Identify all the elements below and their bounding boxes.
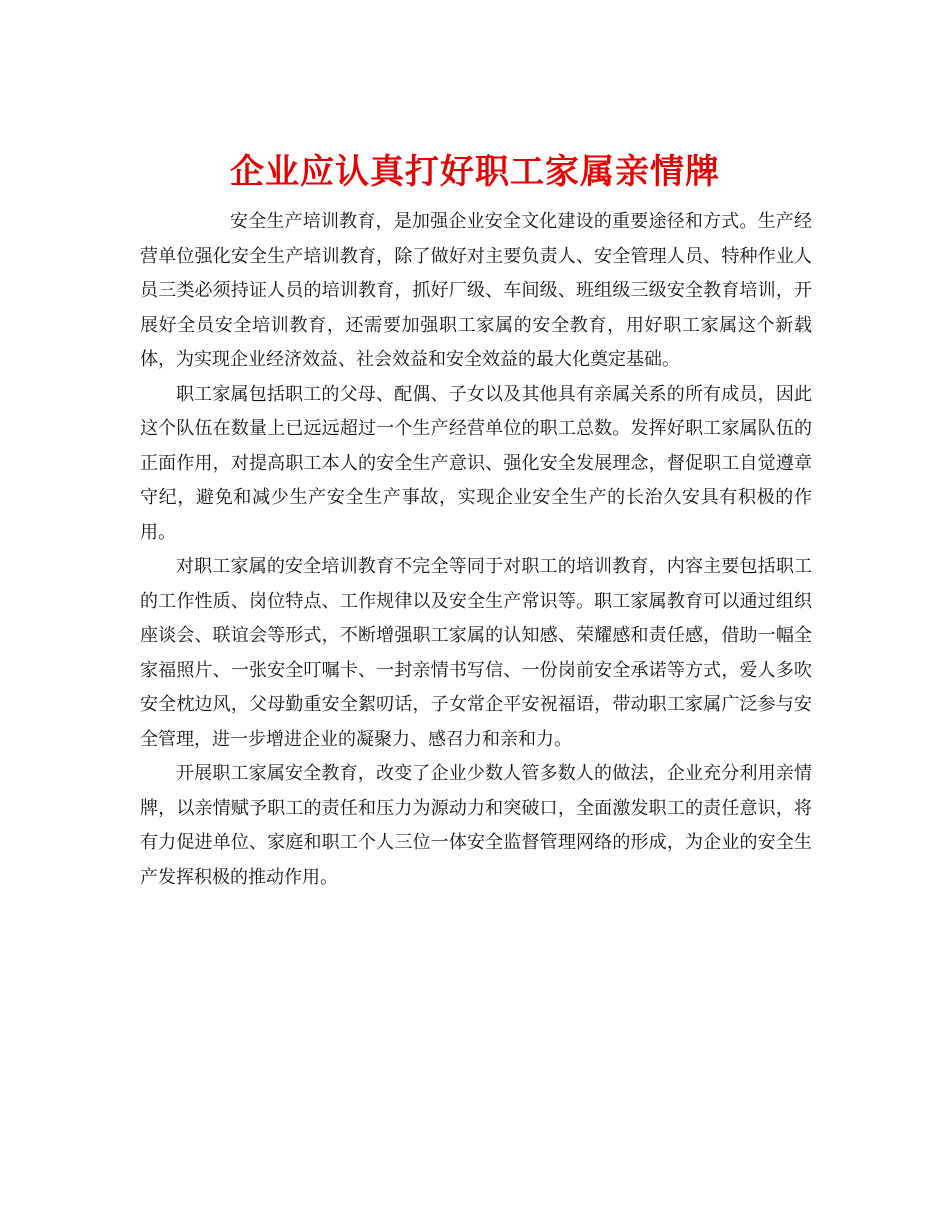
document-body: [140, 205, 812, 895]
paragraph-4: 开展职工家属安全教育，改变了企业少数人管多数人的做法，企业充分利用亲情牌，以亲情赋予职工的责任和压力为源动力和突破口，全面激发职工的责任意识，将有力促进单位、家庭和职工个人三位一体安全监督管理网络的形成，为企业的安全生产发挥积极的推动作用。: [140, 763, 812, 888]
paragraph-1: 安全生产培训教育，是加强企业安全文化建设的重要途径和方式。生产经营单位强化安全生产培训教育，除了做好对主要负责人、安全管理人员、特种作业人员三类必须持证人员的培训教育，抓好厂级、车间级、班组级三级安全教育培训，开展好全员安全培训教育，还需要加强职工家属的安全教育，用好职工家属这个新载体，为实现企业经济效益、社会效益和安全效益的最大化奠定基础。: [140, 211, 812, 370]
paragraph-3: 对职工家属的安全培训教育不完全等同于对职工的培训教育，内容主要包括职工的工作性质、岗位特点、工作规律以及安全生产常识等。职工家属教育可以通过组织座谈会、联谊会等形式，不断增强职工家属的认知感、荣耀感和责任感，借助一幅全家福照片、一张安全叮嘱卡、一封亲情书写信、一份岗前安全承诺等方式，爱人多吹安全枕边风，父母勤重安全絮叨话，子女常企平安祝福语，带动职工家属广泛参与安全管理，进一步增进企业的凝聚力、感召力和亲和力。: [140, 556, 812, 750]
paragraph-2: 职工家属包括职工的父母、配偶、子女以及其他具有亲属关系的所有成员，因此这个队伍在数量上已远远超过一个生产经营单位的职工总数。发挥好职工家属队伍的正面作用，对提高职工本人的安全生产意识、强化安全发展理念，督促职工自觉遵章守纪，避免和减少生产安全生产事故，实现企业安全生产的长治久安具有积极的作用。: [140, 383, 812, 543]
document-title: 企业应认真打好职工家属亲情牌: [230, 151, 720, 192]
